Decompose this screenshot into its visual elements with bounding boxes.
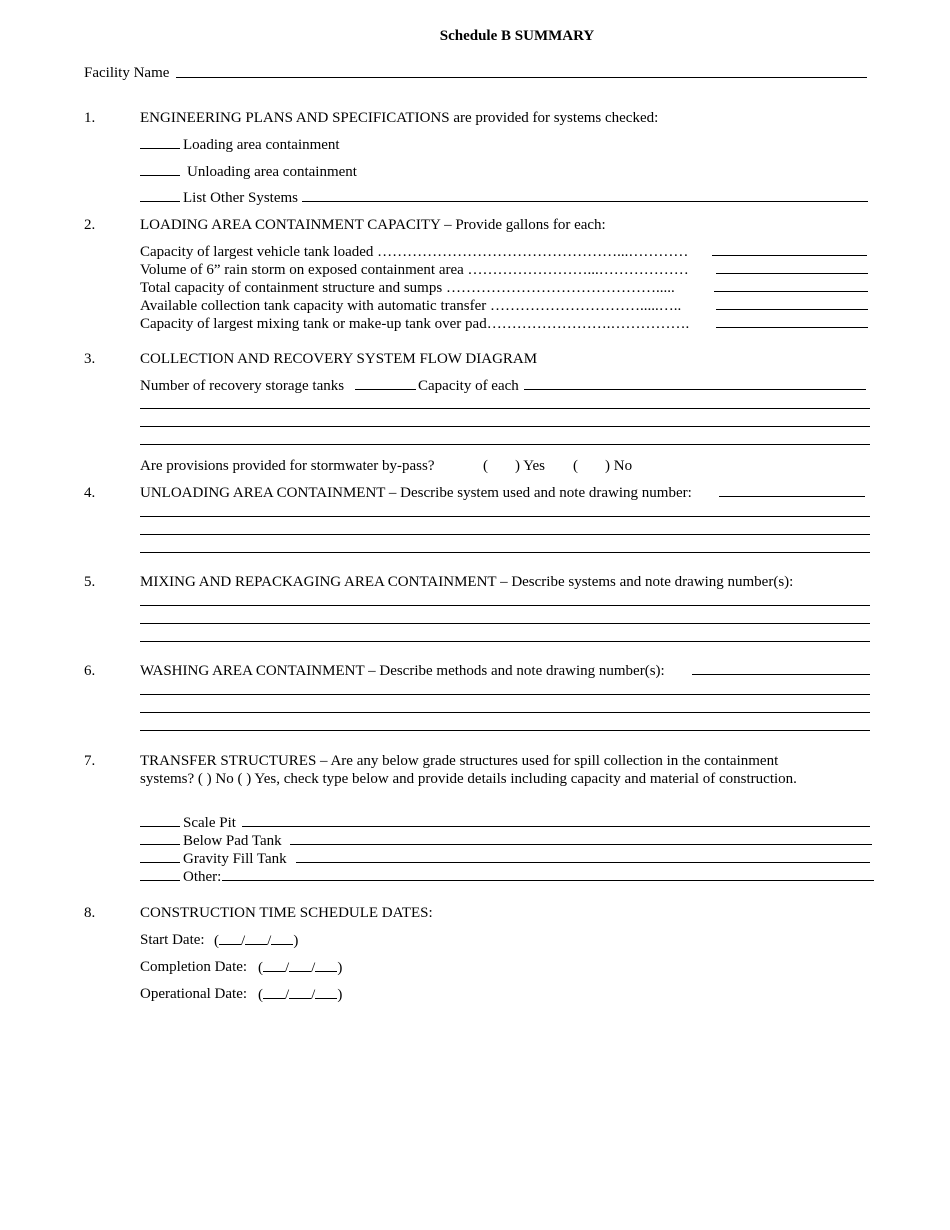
unloading-drawing-number-field[interactable] xyxy=(719,484,865,497)
other-systems-label: List Other Systems xyxy=(183,190,298,206)
gravity-fill-tank-checkbox[interactable] xyxy=(140,850,180,863)
section-6-number: 6. xyxy=(84,663,96,679)
page-title: Schedule B SUMMARY xyxy=(439,28,595,44)
gravity-fill-tank-label: Gravity Fill Tank xyxy=(183,851,287,867)
section-1-heading: ENGINEERING PLANS AND SPECIFICATIONS are provided for systems checked: xyxy=(140,110,659,126)
capacity-row-field[interactable] xyxy=(712,243,867,256)
completion-date-field[interactable]: ( / / ) xyxy=(258,960,343,976)
operational-date-field[interactable]: ( / / ) xyxy=(258,987,343,1003)
unloading-description-line[interactable] xyxy=(140,552,870,553)
capacity-each-field[interactable] xyxy=(524,377,866,390)
facility-name-label: Facility Name xyxy=(84,65,170,81)
completion-date-label: Completion Date: xyxy=(140,959,248,975)
section-8-heading: CONSTRUCTION TIME SCHEDULE DATES: xyxy=(140,905,433,921)
capacity-each-label: Capacity of each xyxy=(418,378,519,394)
operational-date-label: Operational Date: xyxy=(140,986,248,1002)
start-date-label: Start Date: xyxy=(140,932,205,948)
other-structure-label: Other: xyxy=(183,869,222,885)
section-7-paragraph: TRANSFER STRUCTURES – Are any below grade structures used for spill collection in the containment systems? ( ) No ( ) Yes, check type below and provide details including capacity and material of construction. xyxy=(140,753,797,787)
section-2-number: 2. xyxy=(84,217,96,233)
stormwater-no-checkbox[interactable]: ( xyxy=(573,458,578,474)
unloading-area-label: Unloading area containment xyxy=(187,164,357,180)
capacity-row-field[interactable] xyxy=(716,261,868,274)
unloading-description-line[interactable] xyxy=(140,516,870,517)
capacity-row-field[interactable] xyxy=(714,279,868,292)
section-5-number: 5. xyxy=(84,574,96,590)
start-date-field[interactable]: ( / / ) xyxy=(214,933,299,949)
stormwater-yes-label: ) Yes xyxy=(515,458,546,474)
unloading-area-checkbox[interactable] xyxy=(140,163,180,176)
washing-description-line[interactable] xyxy=(140,712,870,713)
washing-description-line[interactable] xyxy=(140,694,870,695)
stormwater-no-label: ) No xyxy=(605,458,633,474)
stormwater-question: Are provisions provided for stormwater by-pass? xyxy=(140,458,435,474)
below-pad-tank-field[interactable] xyxy=(290,832,872,845)
section-4-heading: UNLOADING AREA CONTAINMENT – Describe system used and note drawing number: xyxy=(140,485,692,501)
section-3-number: 3. xyxy=(84,351,96,367)
section-3-heading: COLLECTION AND RECOVERY SYSTEM FLOW DIAGRAM xyxy=(140,351,538,367)
mixing-description-line[interactable] xyxy=(140,641,870,642)
washing-description-line[interactable] xyxy=(140,730,870,731)
capacity-row-field[interactable] xyxy=(716,315,868,328)
section-1-number: 1. xyxy=(84,110,96,126)
capacity-row-label: Available collection tank capacity with automatic transfer ………………………….....….. xyxy=(140,298,682,314)
flow-diagram-line[interactable] xyxy=(140,444,870,445)
other-systems-checkbox[interactable] xyxy=(140,189,180,202)
other-systems-field[interactable] xyxy=(302,189,868,202)
below-pad-tank-label: Below Pad Tank xyxy=(183,833,282,849)
section-8-number: 8. xyxy=(84,905,96,921)
other-structure-checkbox[interactable] xyxy=(140,868,180,881)
mixing-description-line[interactable] xyxy=(140,623,870,624)
capacity-row-field[interactable] xyxy=(716,297,868,310)
scale-pit-checkbox[interactable] xyxy=(140,814,180,827)
gravity-fill-tank-field[interactable] xyxy=(296,850,870,863)
capacity-row-label: Total capacity of containment structure and sumps ……………………………………..... xyxy=(140,280,675,296)
facility-name-field[interactable] xyxy=(176,65,867,78)
other-structure-field[interactable] xyxy=(222,868,874,881)
flow-diagram-line[interactable] xyxy=(140,426,870,427)
section-6-heading: WASHING AREA CONTAINMENT – Describe methods and note drawing number(s): xyxy=(140,663,665,679)
loading-area-checkbox[interactable] xyxy=(140,136,180,149)
mixing-description-line[interactable] xyxy=(140,605,870,606)
section-2-heading: LOADING AREA CONTAINMENT CAPACITY – Provide gallons for each: xyxy=(140,217,606,233)
tanks-label: Number of recovery storage tanks xyxy=(140,378,345,394)
capacity-row-label: Capacity of largest vehicle tank loaded …………………………………………...………… xyxy=(140,244,689,260)
section-5-heading: MIXING AND REPACKAGING AREA CONTAINMENT – Describe systems and note drawing number(s): xyxy=(140,574,794,590)
capacity-row-label: Capacity of largest mixing tank or make-up tank over pad…………………….……………. xyxy=(140,316,690,332)
section-4-number: 4. xyxy=(84,485,96,501)
unloading-description-line[interactable] xyxy=(140,534,870,535)
washing-drawing-number-field[interactable] xyxy=(692,662,870,675)
section-7-number: 7. xyxy=(84,753,96,769)
capacity-row-label: Volume of 6” rain storm on exposed containment area ……………………...……………… xyxy=(140,262,689,278)
scale-pit-field[interactable] xyxy=(242,814,870,827)
flow-diagram-line[interactable] xyxy=(140,408,870,409)
loading-area-label: Loading area containment xyxy=(183,137,340,153)
stormwater-yes-checkbox[interactable]: ( xyxy=(483,458,488,474)
tanks-count-field[interactable] xyxy=(355,377,416,390)
below-pad-tank-checkbox[interactable] xyxy=(140,832,180,845)
scale-pit-label: Scale Pit xyxy=(183,815,236,831)
